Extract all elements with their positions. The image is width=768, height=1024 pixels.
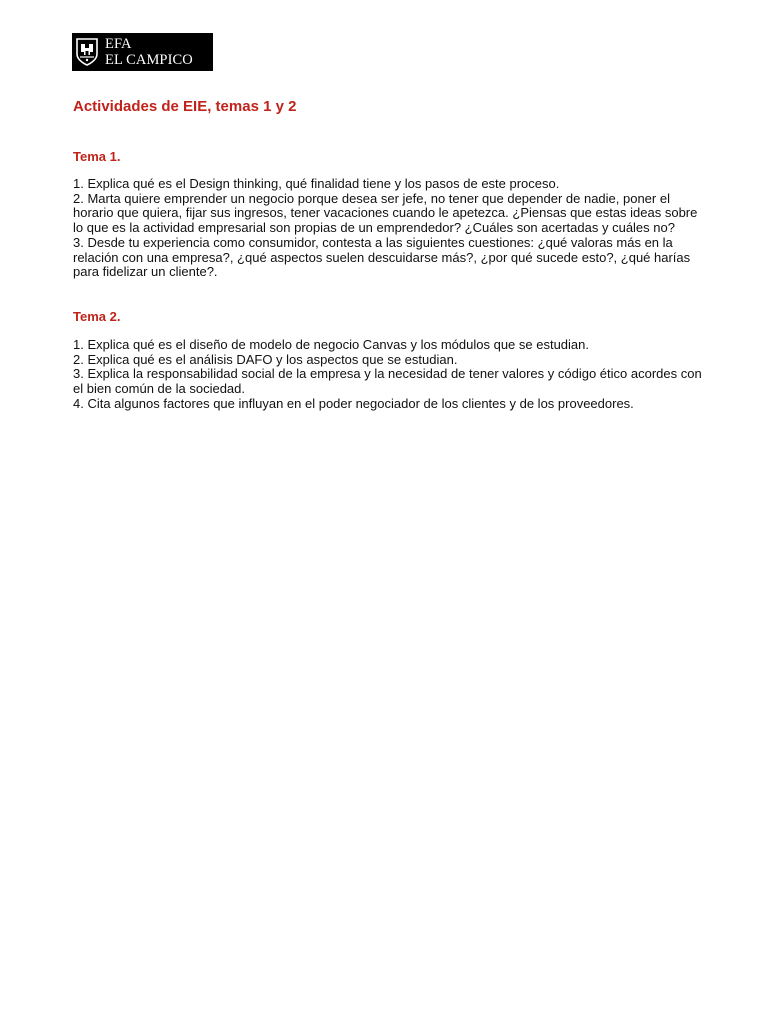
list-item: 3. Explica la responsabilidad social de la empresa y la necesidad de tener valores y código ético acordes con el bien común de la sociedad. <box>73 366 702 397</box>
list-item: 2. Explica qué es el análisis DAFO y los aspectos que se estudian. <box>73 351 458 367</box>
document-title: Actividades de EIE, temas 1 y 2 <box>73 98 297 115</box>
list-item: 1. Explica qué es el diseño de modelo de negocio Canvas y los módulos que se estudian. <box>73 337 589 352</box>
logo-line-el-campico: EL CAMPICO <box>105 52 193 68</box>
tema-1-question-list <box>73 177 703 280</box>
logo-wordmark <box>100 33 193 71</box>
section-heading-tema-2: Tema 2. <box>73 309 121 324</box>
list-item: 3. Desde tu experiencia como consumidor, contesta a las siguientes cuestiones: ¿qué valoras más en la relación con una empresa?, ¿qué aspectos suelen descuidarse más?, ¿por qué sucede esto?, ¿qué harías para fidelizar un cliente?. <box>73 234 691 280</box>
efa-el-campico-logo <box>72 33 213 71</box>
section-heading-tema-1: Tema 1. <box>73 149 121 164</box>
list-item: 1. Explica qué es el Design thinking, qué finalidad tiene y los pasos de este proceso. <box>73 176 560 191</box>
shield-crest-icon <box>74 33 100 71</box>
tema-2-question-list <box>73 338 713 412</box>
list-item: 4. Cita algunos factores que influyan en el poder negociador de los clientes y de los proveedores. <box>73 395 634 411</box>
list-item: 2. Marta quiere emprender un negocio porque desea ser jefe, no tener que depender de nadie, poner el horario que quiera, fijar sus ingresos, tener vacaciones cuando le apetezca. ¿Piensas que estas ideas sobre lo que es la actividad empresarial son propias de un emprendedor? ¿Cuáles son acertadas y cuáles no? <box>73 190 698 236</box>
logo-line-efa: EFA <box>105 36 132 52</box>
